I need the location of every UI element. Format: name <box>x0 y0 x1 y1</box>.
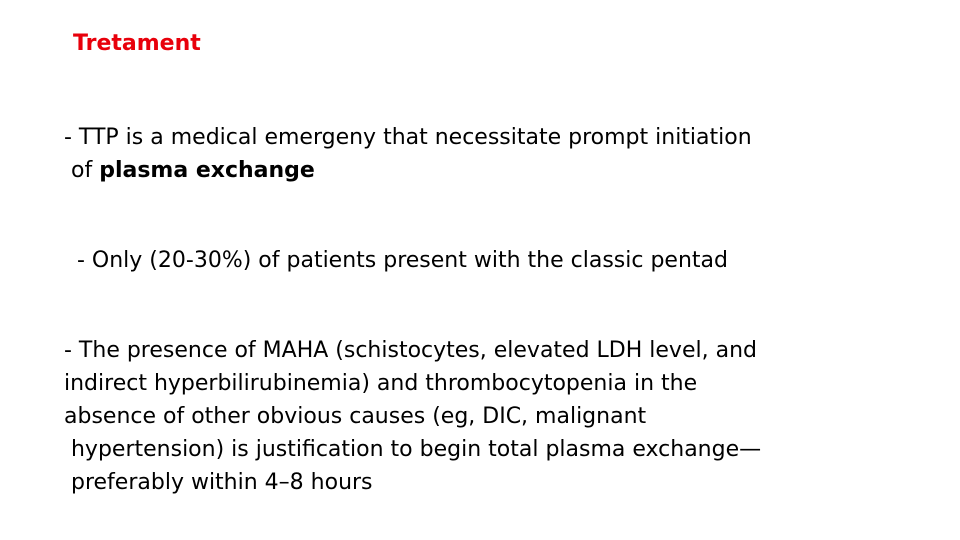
paragraph-line: - Only (20-30%) of patients present with the classic pentad <box>70 248 728 273</box>
paragraph-line: preferably within 4–8 hours <box>64 470 373 495</box>
paragraph-line: absence of other obvious causes (eg, DIC, malignant <box>64 404 647 429</box>
slide-title: Tretament <box>73 31 201 56</box>
emphasis-plasma-exchange: plasma exchange <box>99 158 315 183</box>
paragraph-line: - TTP is a medical emergeny that necessitate prompt initiation <box>64 125 752 150</box>
paragraph-line <box>64 154 752 187</box>
paragraph-line: hypertension) is justification to begin total plasma exchange— <box>64 437 762 462</box>
paragraph-line: indirect hyperbilirubinemia) and thrombocytopenia in the <box>64 371 698 396</box>
paragraph-ttp-emergency <box>64 121 752 187</box>
paragraph-maha <box>64 334 761 499</box>
paragraph-line: - The presence of MAHA (schistocytes, elevated LDH level, and <box>64 338 757 363</box>
paragraph-text: of <box>64 158 100 183</box>
paragraph-pentad <box>70 244 728 277</box>
